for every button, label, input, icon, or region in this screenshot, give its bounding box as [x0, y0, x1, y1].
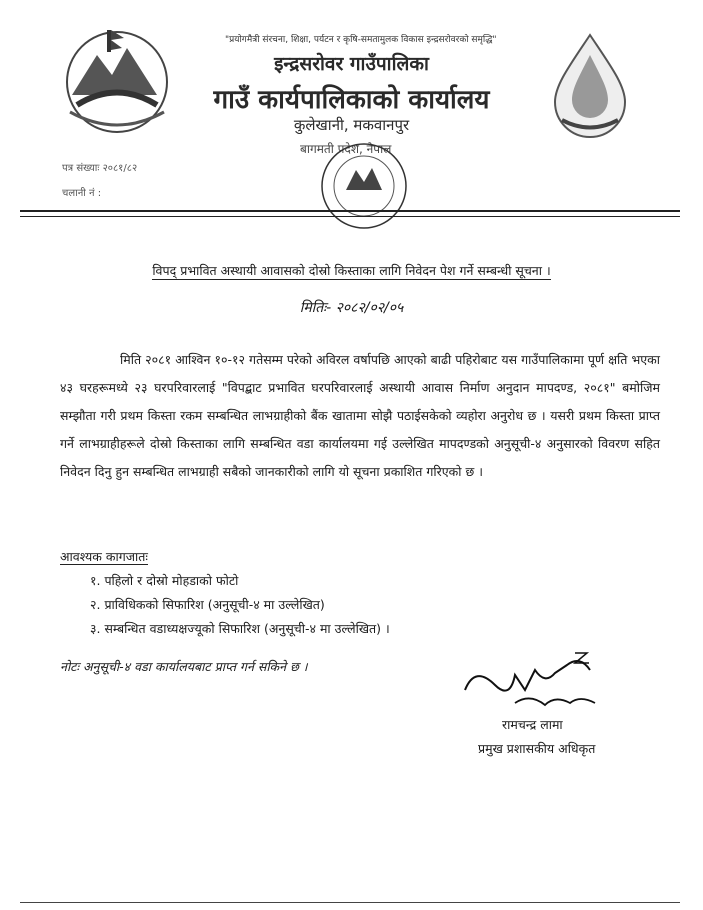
footer-rule	[20, 902, 680, 903]
document-item: १. पहिलो र दोस्रो मोहडाको फोटो	[90, 573, 239, 588]
office-stamp	[318, 140, 410, 232]
province-name: बागमती प्रदेश, नेपाल	[300, 142, 392, 156]
header-rule	[20, 210, 680, 212]
header-tagline: "प्रयोगमैत्री संरचना, शिक्षा, पर्यटन र कृषि-समतामुलक विकास इन्द्रसरोवरको समृद्धि"	[225, 35, 497, 45]
signatory-title: प्रमुख प्रशासकीय अधिकृत	[478, 741, 596, 756]
letter-number: पत्र संख्याः २०८१/८२	[62, 163, 138, 174]
notice-body: मिति २०८१ आश्विन १०-१२ गतेसम्म परेको अविरल वर्षापछि आएको बाढी पहिरोबाट यस गाउँपालिकामा पूर्ण क्षति भएका ४३ घरहरूमध्ये २३ घरपरिवारलाई "विपद्बाट प्रभावित घरपरिवारलाई अस्थायी आवास निर्माण अनुदान मापदण्ड, २०८१" बमोजिम सम्झौता गरी प्रथम किस्ता रकम सम्बन्धित लाभग्राहीको बैंक खातामा सोझै पठाईसकेको व्यहोरा अनुरोध छ । यसरी प्रथम किस्ता प्राप्त गर्ने लाभग्राहीहरूले दोस्रो किस्ताका लागि सम्बन्धित वडा कार्यालयमा गई उल्लेखित मापदण्डको अनुसूची-४ अनुसारको विवरण सहित निवेदन दिनु हुन सम्बन्धित लाभग्राही सबैको जानकारीको लागि यो सूचना प्रकाशित गरिएको छ ।	[60, 352, 660, 479]
document-item: ३. सम्बन्धित वडाध्यक्षज्यूको सिफारिश (अनुसूची-४ मा उल्लेखित) ।	[90, 621, 390, 636]
handwritten-signature	[455, 645, 615, 715]
notice-subject	[0, 262, 703, 279]
notice-date: मितिः- २०८२/०२/०५	[299, 300, 404, 316]
header-rule-thin	[20, 216, 680, 217]
document-item: २. प्राविधिकको सिफारिश (अनुसूची-४ मा उल्लेखित)	[90, 597, 325, 612]
documents-heading-text: आवश्यक कागजातः	[60, 549, 148, 564]
documents-heading	[60, 548, 148, 565]
municipality-name: इन्द्रसरोवर गाउँपालिका	[274, 53, 429, 75]
office-name: गाउँ कार्यपालिकाको कार्यालय	[213, 85, 490, 115]
notice-note: नोटः अनुसूची-४ वडा कार्यालयबाट प्राप्त गर्न सकिने छ ।	[60, 659, 308, 674]
office-location: कुलेखानी, मकवानपुर	[293, 116, 410, 134]
signatory-name: रामचन्द्र लामा	[502, 717, 563, 732]
dispatch-number: चलानी नं :	[62, 188, 102, 199]
subject-text: विपद् प्रभावित अस्थायी आवासको दोस्रो किस्ताका लागि निवेदन पेश गर्ने सम्बन्धी सूचना ।	[152, 263, 551, 278]
